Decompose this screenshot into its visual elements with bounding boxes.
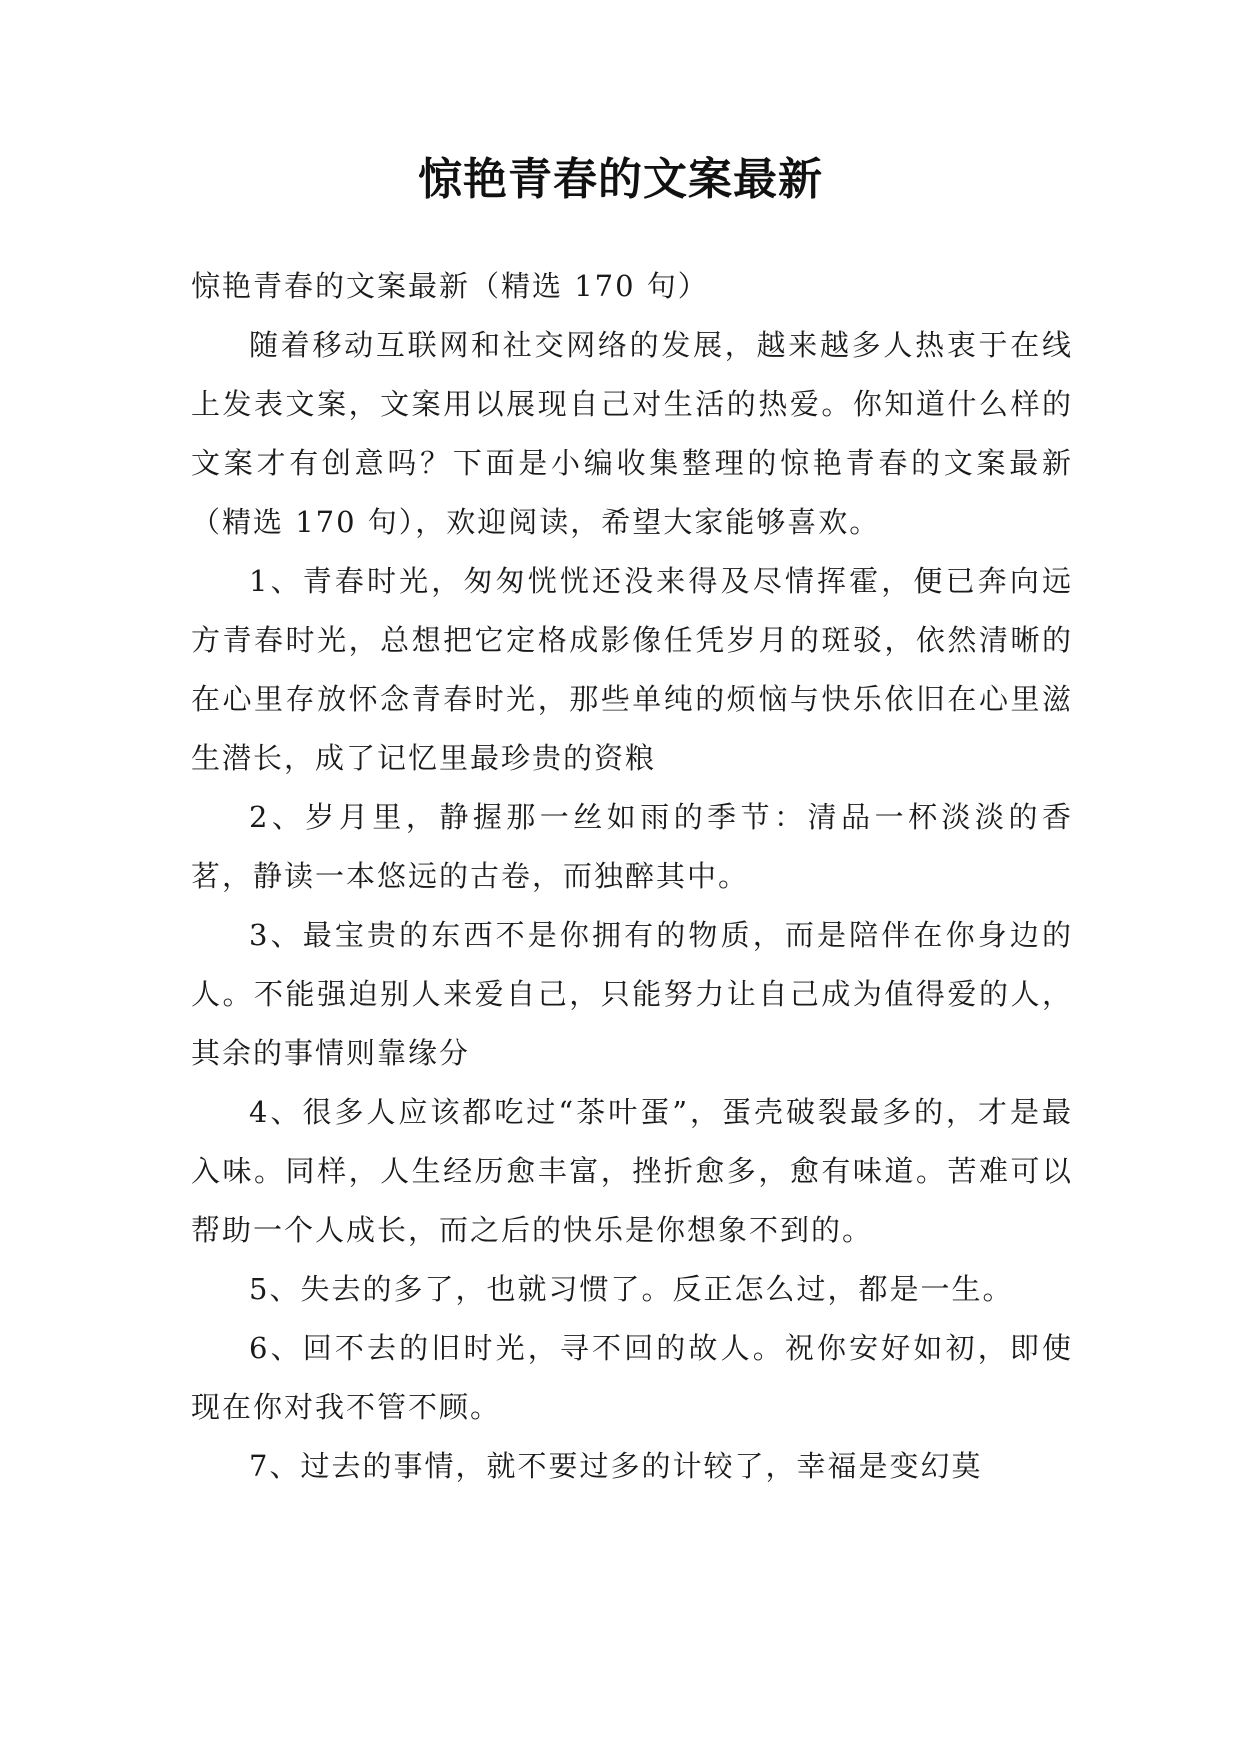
document-subtitle: 惊艳青春的文案最新（精选 170 句） [191, 269, 709, 303]
list-item: 4、很多人应该都吃过“茶叶蛋”，蛋壳破裂最多的，才是最入味。同样，人生经历愈丰富，挫折愈多，愈有味道。苦难可以帮助一个人成长，而之后的快乐是你想象不到的。 [191, 1095, 1073, 1247]
document-title: 惊艳青春的文案最新 [418, 154, 823, 205]
list-item: 1、青春时光，匆匆恍恍还没来得及尽情挥霍，便已奔向远方青春时光，总想把它定格成影像任凭岁月的斑驳，依然清晰的在心里存放怀念青春时光，那些单纯的烦恼与快乐依旧在心里滋生潜长，成了记忆里最珍贵的资粮 [191, 564, 1073, 775]
list-item: 2、岁月里，静握那一丝如雨的季节：清品一杯淡淡的香茗，静读一本悠远的古卷，而独醉其中。 [191, 800, 1073, 893]
list-item: 6、回不去的旧时光，寻不回的故人。祝你安好如初，即使现在你对我不管不顾。 [191, 1331, 1073, 1424]
list-item: 3、最宝贵的东西不是你拥有的物质，而是陪伴在你身边的人。不能强迫别人来爱自己，只能努力让自己成为值得爱的人，其余的事情则靠缘分 [191, 918, 1073, 1070]
list-item: 7、过去的事情，就不要过多的计较了，幸福是变幻莫 [249, 1449, 983, 1483]
list-item: 5、失去的多了，也就习惯了。反正怎么过，都是一生。 [249, 1272, 1014, 1306]
intro-paragraph: 随着移动互联网和社交网络的发展，越来越多人热衷于在线上发表文案，文案用以展现自己对生活的热爱。你知道什么样的文案才有创意吗？下面是小编收集整理的惊艳青春的文案最新（精选 170 句），欢迎阅读，希望大家能够喜欢。 [191, 328, 1073, 539]
document-body [191, 257, 1073, 1496]
